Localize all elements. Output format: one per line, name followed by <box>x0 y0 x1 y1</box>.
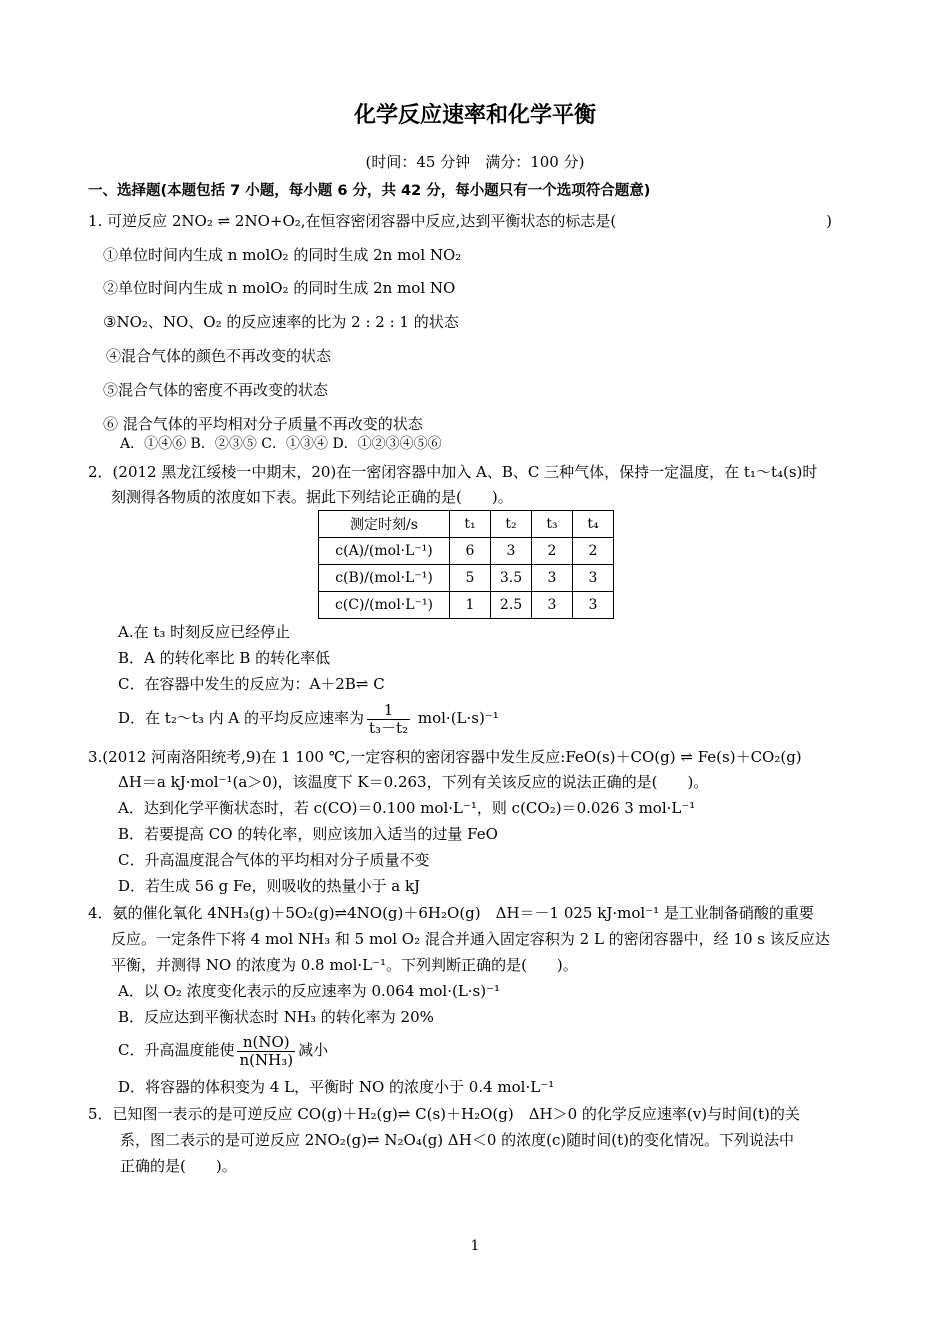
q4-option-a: A．以 O₂ 浓度变化表示的反应速率为 0.064 mol·(L·s)⁻¹ <box>118 982 501 1000</box>
q1-stem: 1. 可逆反应 2NO₂ ⇌ 2NO+O₂,在恒容密闭容器中反应,达到平衡状态的标志是( ) <box>88 212 833 230</box>
q4-option-c-end: 减小 <box>298 1041 329 1059</box>
q1-option-1: ①单位时间内生成 n molO₂ 的同时生成 2n mol NO₂ <box>103 246 462 264</box>
rate-fraction <box>367 702 410 737</box>
q2-option-c: C．在容器中发生的反应为：A＋2B⇌ C <box>118 675 385 693</box>
q3-stem-line2: ΔH＝a kJ·mol⁻¹(a＞0)，该温度下 K＝0.263，下列有关该反应的说法正确的是( )。 <box>118 773 709 791</box>
table-row <box>319 592 614 619</box>
table-cell: 3 <box>573 565 614 592</box>
table-cell: 1 <box>450 592 491 619</box>
fraction-numerator: 1 <box>367 702 410 720</box>
table-row <box>319 538 614 565</box>
q1-option-2: ②单位时间内生成 n molO₂ 的同时生成 2n mol NO <box>103 279 456 297</box>
q4-option-b: B．反应达到平衡状态时 NH₃ 的转化率为 20% <box>118 1008 434 1026</box>
q3-option-d: D．若生成 56 g Fe，则吸收的热量小于 a kJ <box>118 877 421 895</box>
q5-stem-line3: 正确的是( )。 <box>120 1157 237 1175</box>
q1-option-4: ④混合气体的颜色不再改变的状态 <box>106 347 332 365</box>
table-header-row <box>319 511 614 538</box>
fraction-denominator: t₃－t₂ <box>369 718 409 737</box>
q5-stem-line1: 5．已知图一表示的是可逆反应 CO(g)＋H₂(g)⇌ C(s)＋H₂O(g) ΔH＞0 的化学反应速率(v)与时间(t)的关 <box>88 1105 800 1123</box>
table-header-cell: 测定时刻/s <box>319 511 450 538</box>
ratio-fraction <box>237 1034 295 1069</box>
q1-option-6: ⑥ 混合气体的平均相对分子质量不再改变的状态 <box>103 415 423 433</box>
q1-option-5: ⑤混合气体的密度不再改变的状态 <box>103 381 329 399</box>
page-title: 化学反应速率和化学平衡 <box>353 103 596 128</box>
q2-option-b: B．A 的转化率比 B 的转化率低 <box>118 649 331 667</box>
table-cell: 2 <box>532 538 573 565</box>
q2-stem-line1: 2．(2012 黑龙江绥棱一中期末，20)在一密闭容器中加入 A、B、C 三种气体，保持一定温度，在 t₁～t₄(s)时 <box>88 463 818 481</box>
table-cell: 3 <box>573 592 614 619</box>
table-cell: 5 <box>450 565 491 592</box>
q1-option-3: ③NO₂、NO、O₂ 的反应速率的比为 2 : 2 : 1 的状态 <box>103 313 459 331</box>
table-header-cell: t₁ <box>450 511 491 538</box>
q4-stem-line2: 反应。一定条件下将 4 mol NH₃ 和 5 mol O₂ 混合并通入固定容积为 2 L 的密闭容器中，经 10 s 该反应达 <box>111 930 830 948</box>
q3-stem-line1: 3.(2012 河南洛阳统考,9)在 1 100 ℃,一定容积的密闭容器中发生反应:FeO(s)＋CO(g) ⇌ Fe(s)＋CO₂(g) <box>88 748 802 766</box>
table-cell: 6 <box>450 538 491 565</box>
q4-stem-line1: 4．氨的催化氧化 4NH₃(g)＋5O₂(g)⇌4NO(g)＋6H₂O(g) ΔH＝－1 025 kJ·mol⁻¹ 是工业制备硝酸的重要 <box>88 904 814 922</box>
table-cell: 2 <box>573 538 614 565</box>
q2-option-d <box>118 700 499 737</box>
q5-stem-line2: 系，图二表示的是可逆反应 2NO₂(g)⇌ N₂O₄(g) ΔH＜0 的浓度(c)随时间(t)的变化情况。下列说法中 <box>120 1131 794 1149</box>
table-row <box>319 565 614 592</box>
section-heading: 一、选择题(本题包括 7 小题，每小题 6 分，共 42 分，每小题只有一个选项符合题意) <box>88 183 651 199</box>
q2-option-d-unit: mol·(L·s)⁻¹ <box>413 709 499 727</box>
table-cell: 3 <box>491 538 532 565</box>
q2-option-d-text: D．在 t₂～t₃ 内 A 的平均反应速率为 <box>118 709 365 727</box>
concentration-table <box>318 510 614 619</box>
table-header-cell: t₃ <box>532 511 573 538</box>
table-cell: 2.5 <box>491 592 532 619</box>
table-cell: 3 <box>532 565 573 592</box>
fraction-numerator: n(NO) <box>237 1034 295 1052</box>
table-header-cell: t₄ <box>573 511 614 538</box>
table-cell: c(A)/(mol·L⁻¹) <box>319 538 450 565</box>
table-cell: 3.5 <box>491 565 532 592</box>
table-cell: 3 <box>532 592 573 619</box>
q4-option-c-text: C．升高温度能使 <box>118 1041 235 1059</box>
q4-option-d: D．将容器的体积变为 4 L，平衡时 NO 的浓度小于 0.4 mol·L⁻¹ <box>118 1078 555 1096</box>
fraction-denominator: n(NH₃) <box>239 1050 294 1069</box>
q4-stem-line3: 平衡，并测得 NO 的浓度为 0.8 mol·L⁻¹。下列判断正确的是( )。 <box>111 956 578 974</box>
q2-option-a: A.在 t₃ 时刻反应已经停止 <box>118 623 291 641</box>
q3-option-b: B．若要提高 CO 的转化率，则应该加入适当的过量 FeO <box>118 825 498 843</box>
q4-option-c <box>118 1032 328 1069</box>
table-cell: c(C)/(mol·L⁻¹) <box>319 592 450 619</box>
q1-choices: A．①④⑥ B．②③⑤ C．①③④ D．①②③④⑤⑥ <box>120 436 442 452</box>
q3-option-c: C．升高温度混合气体的平均相对分子质量不变 <box>118 851 430 869</box>
q2-stem-line2: 刻测得各物质的浓度如下表。据此下列结论正确的是( )。 <box>111 488 513 506</box>
page-number: 1 <box>470 1238 480 1254</box>
q3-option-a: A．达到化学平衡状态时，若 c(CO)＝0.100 mol·L⁻¹，则 c(CO₂)＝0.026 3 mol·L⁻¹ <box>118 799 696 817</box>
table-cell: c(B)/(mol·L⁻¹) <box>319 565 450 592</box>
table-header-cell: t₂ <box>491 511 532 538</box>
exam-info: (时间：45 分钟 满分：100 分) <box>365 153 585 171</box>
